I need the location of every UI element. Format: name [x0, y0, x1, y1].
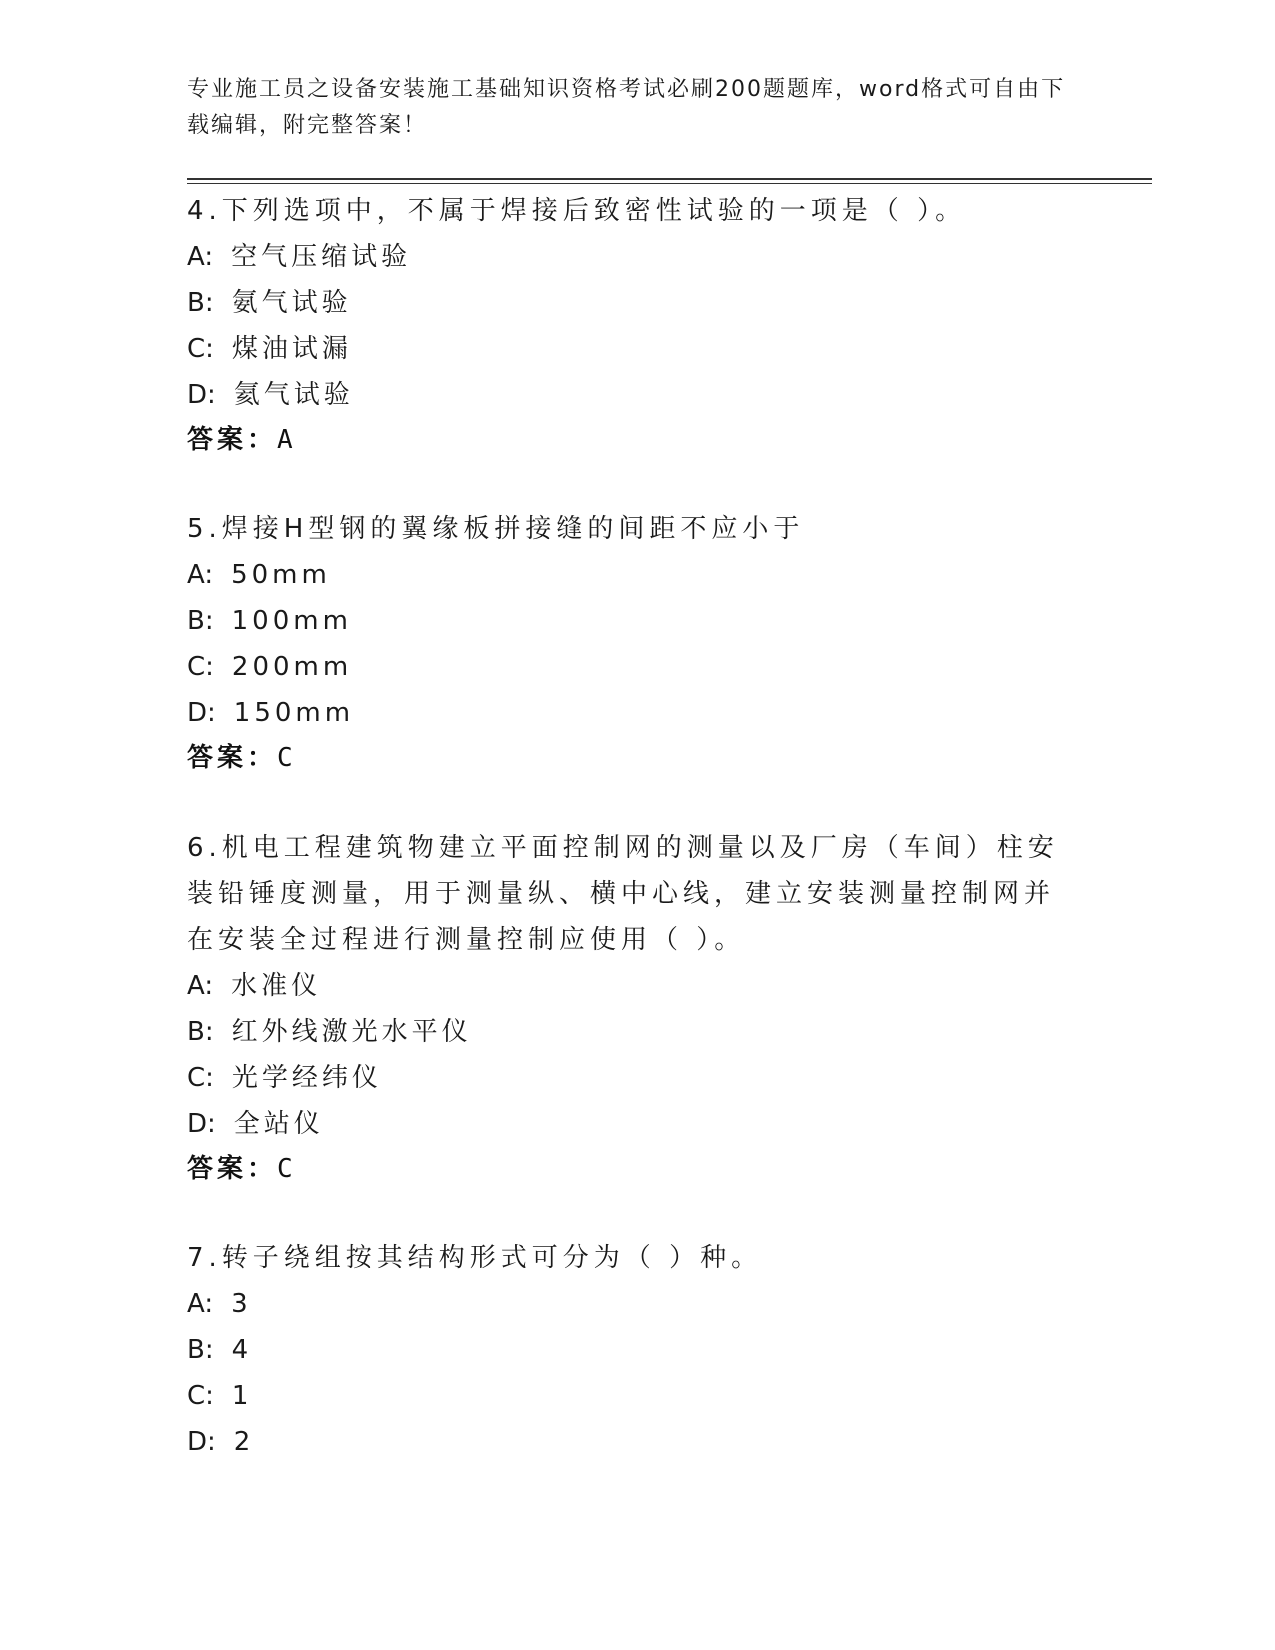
option-c [187, 1055, 1067, 1101]
question-stem: 6.机电工程建筑物建立平面控制网的测量以及厂房（车间）柱安装铅锤度测量，用于测量纵、横中心线，建立安装测量控制网并在安装全过程进行测量控制应使用（ ）。 [187, 833, 1059, 955]
option-b [187, 1009, 1067, 1055]
option-text: 1 [231, 1381, 253, 1411]
option-text: 红外线激光水平仪 [231, 1017, 472, 1047]
option-text: 水准仪 [231, 971, 322, 1001]
question-4 [187, 188, 1067, 462]
answer-value: A [277, 425, 293, 455]
option-b [187, 280, 1067, 326]
option-letter: A: [187, 971, 214, 1001]
option-a [187, 963, 1067, 1009]
answer-label: 答案： [187, 743, 278, 773]
option-letter: A: [187, 1289, 214, 1319]
answer-line [187, 736, 1067, 780]
option-d [187, 1419, 1067, 1465]
option-text: 3 [231, 1289, 252, 1319]
answer-line [187, 1147, 1067, 1191]
option-a [187, 1281, 1067, 1327]
option-letter: D: [187, 1427, 216, 1457]
option-letter: C: [187, 1381, 214, 1411]
answer-line [187, 418, 1067, 462]
option-text: 100mm [231, 606, 352, 636]
option-d [187, 690, 1067, 736]
document-title: 专业施工员之设备安装施工基础知识资格考试必刷200题题库，word格式可自由下载编辑，附完整答案！ [187, 77, 1066, 138]
option-d [187, 1101, 1067, 1147]
option-letter: B: [187, 1335, 214, 1365]
option-letter: C: [187, 652, 214, 682]
option-text: 2 [233, 1427, 255, 1457]
option-text: 光学经纬仪 [231, 1063, 382, 1093]
option-letter: D: [187, 380, 216, 410]
option-text: 4 [231, 1335, 253, 1365]
option-text: 氦气试验 [233, 380, 354, 410]
answer-label: 答案： [187, 1154, 278, 1184]
question-stem: 7.转子绕组按其结构形式可分为（ ）种。 [187, 1243, 763, 1273]
option-letter: C: [187, 334, 214, 364]
question-5 [187, 506, 1067, 780]
option-letter: D: [187, 1109, 216, 1139]
question-6 [187, 825, 1067, 1191]
option-d [187, 372, 1067, 418]
option-text: 全站仪 [233, 1109, 324, 1139]
option-letter: B: [187, 1017, 214, 1047]
option-text: 煤油试漏 [231, 334, 352, 364]
option-c [187, 1373, 1067, 1419]
option-letter: C: [187, 1063, 214, 1093]
option-a [187, 234, 1067, 280]
option-b [187, 598, 1067, 644]
option-letter: D: [187, 698, 216, 728]
question-stem: 4.下列选项中，不属于焊接后致密性试验的一项是（ ）。 [187, 196, 967, 226]
question-7 [187, 1235, 1067, 1465]
header-divider-thick [187, 178, 1152, 180]
answer-value: C [277, 1154, 293, 1184]
answer-value: C [277, 743, 293, 773]
option-letter: B: [187, 606, 214, 636]
option-letter: A: [187, 242, 214, 272]
option-text: 50mm [231, 560, 331, 590]
option-c [187, 644, 1067, 690]
option-text: 氨气试验 [231, 288, 352, 318]
option-text: 200mm [231, 652, 353, 682]
question-stem: 5.焊接H型钢的翼缘板拼接缝的间距不应小于 [187, 514, 805, 544]
option-text: 150mm [233, 698, 355, 728]
option-b [187, 1327, 1067, 1373]
header-divider-thin [187, 183, 1152, 184]
option-letter: B: [187, 288, 214, 318]
option-c [187, 326, 1067, 372]
option-text: 空气压缩试验 [231, 242, 412, 272]
answer-label: 答案： [187, 425, 278, 455]
option-a [187, 552, 1067, 598]
option-letter: A: [187, 560, 214, 590]
